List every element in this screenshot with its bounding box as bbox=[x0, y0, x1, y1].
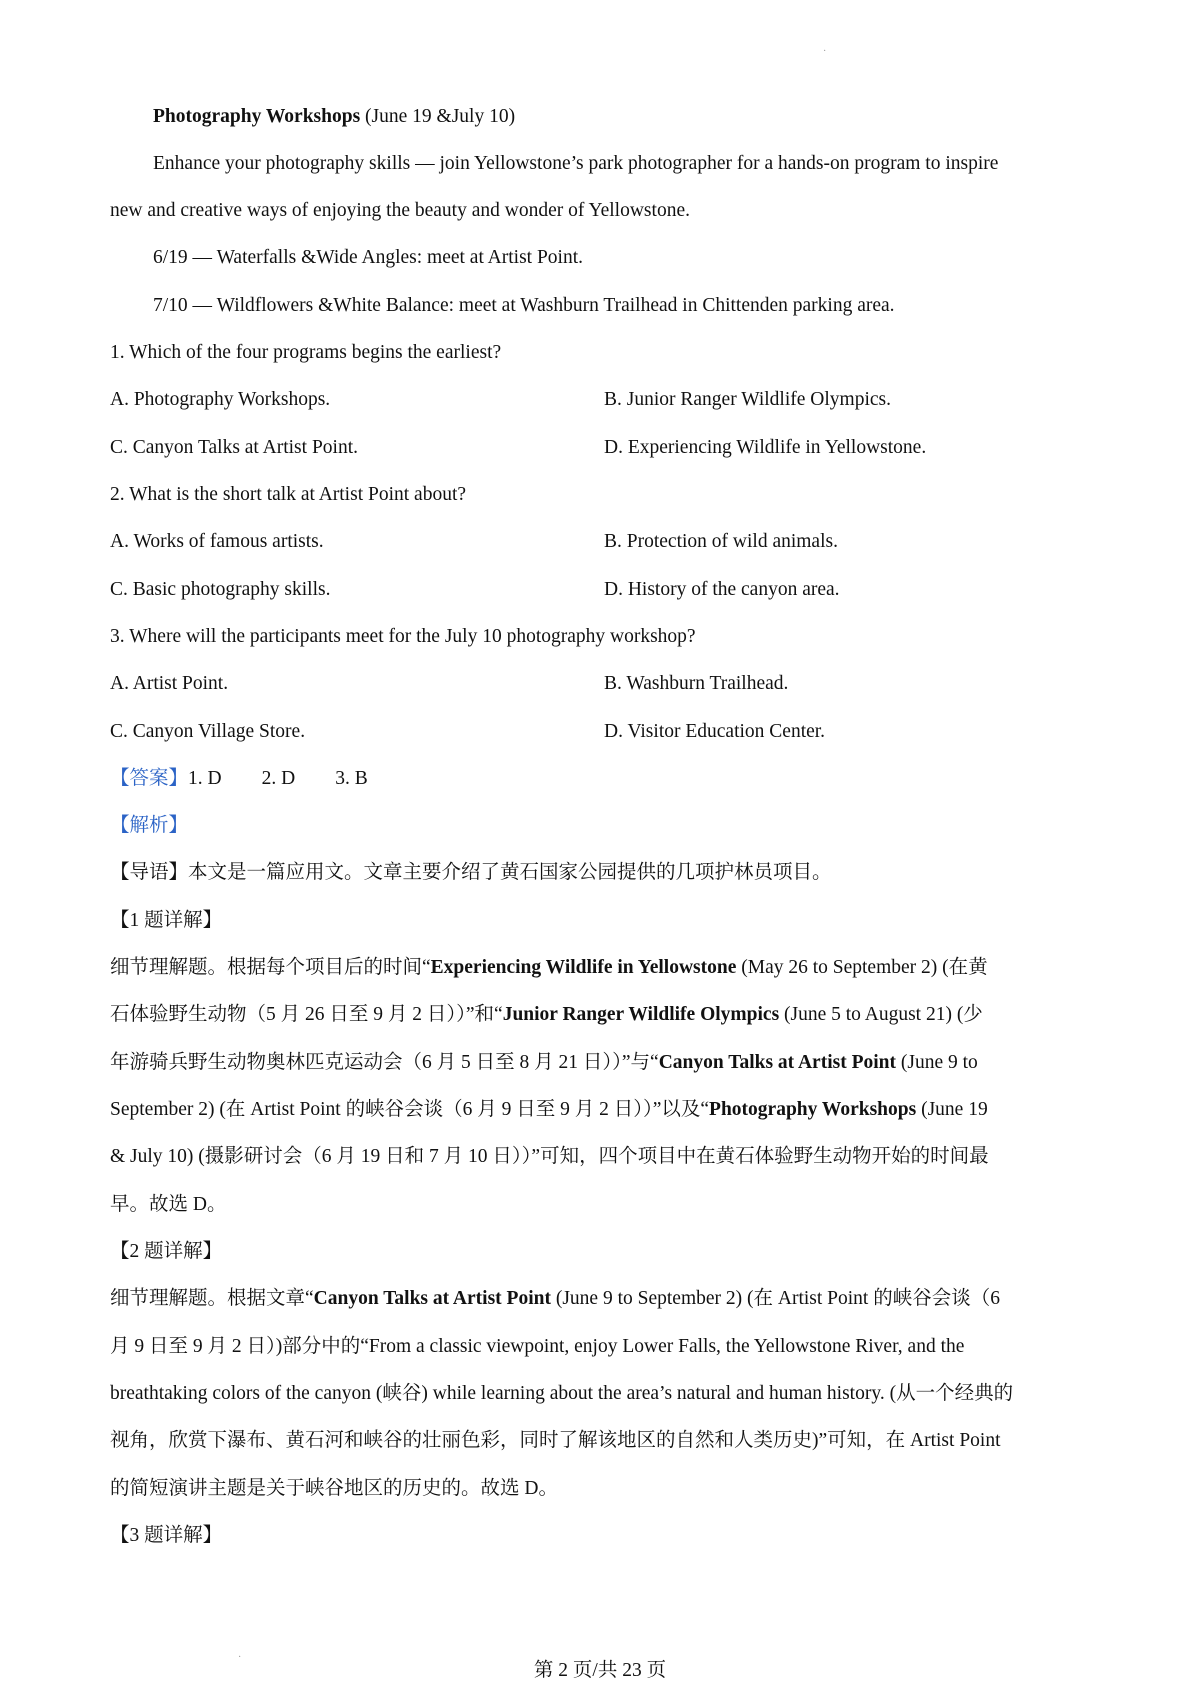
q2-option-d: D. History of the canyon area. bbox=[604, 579, 840, 600]
answer-tag: 【答案】 bbox=[110, 768, 189, 789]
q1-detail-line-2 bbox=[110, 1001, 1100, 1029]
workshop-item-2: 7/10 — Wildflowers &White Balance: meet at Washburn Trailhead in Chittenden parking area. bbox=[153, 295, 895, 316]
q2-l1-text: 细节理解题。根据文章“ bbox=[110, 1288, 314, 1309]
answer-line bbox=[110, 765, 1100, 793]
q2-l1-bold: Canyon Talks at Artist Point bbox=[313, 1288, 551, 1309]
q1-detail-line-4 bbox=[110, 1096, 1100, 1124]
q1-l1-bold: Experiencing Wildlife in Yellowstone bbox=[430, 957, 737, 978]
passage-paragraph-cont: new and creative ways of enjoying the beauty and wonder of Yellowstone. bbox=[110, 200, 690, 221]
q1-option-a: A. Photography Workshops. bbox=[110, 389, 331, 410]
q1-l1-text: 细节理解题。根据每个项目后的时间“ bbox=[110, 957, 431, 978]
question-2-stem: 2. What is the short talk at Artist Point about? bbox=[110, 484, 467, 505]
scan-mark: · bbox=[823, 46, 827, 57]
workshop-heading bbox=[153, 103, 1143, 131]
answer-3: 3. B bbox=[335, 768, 368, 789]
question-3-stem: 3. Where will the participants meet for the July 10 photography workshop? bbox=[110, 626, 696, 647]
q1-detail-line-6: 早。故选 D。 bbox=[110, 1194, 227, 1215]
q2-detail-line-4: 视角，欣赏下瀑布、黄石河和峡谷的壮丽色彩，同时了解该地区的自然和人类历史)”可知，在 Artist Point bbox=[110, 1430, 1001, 1451]
q1-l4-tail: (June 19 bbox=[916, 1099, 988, 1120]
q2-detail-heading: 【2 题详解】 bbox=[110, 1241, 223, 1262]
scan-mark-footer: · bbox=[238, 1652, 242, 1663]
q1-option-c: C. Canyon Talks at Artist Point. bbox=[110, 437, 358, 458]
q1-detail-line-3 bbox=[110, 1049, 1100, 1077]
workshop-item-1: 6/19 — Waterfalls &Wide Angles: meet at Artist Point. bbox=[153, 247, 584, 268]
q3-detail-heading: 【3 题详解】 bbox=[110, 1525, 223, 1546]
q2-l1-tail: (June 9 to September 2) (在 Artist Point 的峡谷会谈（6 bbox=[550, 1288, 1000, 1309]
q1-l2-bold: Junior Ranger Wildlife Olympics bbox=[502, 1004, 780, 1025]
q3-option-a: A. Artist Point. bbox=[110, 673, 229, 694]
q2-detail-line-2: 月 9 日至 9 月 2 日）)部分中的“From a classic viewpoint, enjoy Lower Falls, the Yellowstone River, and the bbox=[110, 1336, 965, 1357]
intro-line: 【导语】本文是一篇应用文。文章主要介绍了黄石国家公园提供的几项护林员项目。 bbox=[110, 862, 832, 883]
q1-l3-text: 年游骑兵野生动物奥林匹克运动会（6 月 5 日至 8 月 21 日））”与“ bbox=[110, 1052, 659, 1073]
q1-detail-heading: 【1 题详解】 bbox=[110, 910, 223, 931]
workshop-title: Photography Workshops bbox=[153, 106, 361, 127]
q1-detail-line-5: & July 10) (摄影研讨会（6 月 19 日和 7 月 10 日））”可知，四个项目中在黄石体验野生动物开始的时间最 bbox=[110, 1146, 989, 1167]
q3-option-c: C. Canyon Village Store. bbox=[110, 721, 306, 742]
q3-option-d: D. Visitor Education Center. bbox=[604, 721, 826, 742]
q2-detail-line-5: 的简短演讲主题是关于峡谷地区的历史的。故选 D。 bbox=[110, 1478, 558, 1499]
q1-l1-tail: (May 26 to September 2) (在黄 bbox=[736, 957, 988, 978]
analysis-tag: 【解析】 bbox=[110, 815, 189, 836]
q1-l4-text: September 2) (在 Artist Point 的峡谷会谈（6 月 9 日至 9 月 2 日））”以及“ bbox=[110, 1099, 710, 1120]
question-1-stem: 1. Which of the four programs begins the earliest? bbox=[110, 342, 502, 363]
q3-option-b: B. Washburn Trailhead. bbox=[604, 673, 789, 694]
q1-l2-text: 石体验野生动物（5 月 26 日至 9 月 2 日））”和“ bbox=[110, 1004, 503, 1025]
answer-2: 2. D bbox=[261, 768, 296, 789]
q2-detail-line-3: breathtaking colors of the canyon (峡谷) while learning about the area’s natural and human history. (从一个经典的 bbox=[110, 1383, 1014, 1404]
q2-option-b: B. Protection of wild animals. bbox=[604, 531, 838, 552]
q1-l4-bold: Photography Workshops bbox=[709, 1099, 917, 1120]
q1-option-b: B. Junior Ranger Wildlife Olympics. bbox=[604, 389, 891, 410]
page-footer: 第 2 页/共 23 页 bbox=[533, 1660, 667, 1681]
q1-option-d: D. Experiencing Wildlife in Yellowstone. bbox=[604, 437, 927, 458]
q2-detail-line-1 bbox=[110, 1285, 1100, 1313]
q1-l2-tail: (June 5 to August 21) (少 bbox=[779, 1004, 983, 1025]
q2-option-a: A. Works of famous artists. bbox=[110, 531, 324, 552]
workshop-dates: (June 19 &July 10) bbox=[360, 106, 516, 127]
q2-option-c: C. Basic photography skills. bbox=[110, 579, 331, 600]
q1-l3-tail: (June 9 to bbox=[896, 1052, 978, 1073]
q1-detail-line-1 bbox=[110, 954, 1100, 982]
passage-paragraph: Enhance your photography skills — join Yellowstone’s park photographer for a hands-on program to inspire bbox=[153, 153, 999, 174]
answer-1: 1. D bbox=[188, 768, 222, 789]
q1-l3-bold: Canyon Talks at Artist Point bbox=[658, 1052, 896, 1073]
